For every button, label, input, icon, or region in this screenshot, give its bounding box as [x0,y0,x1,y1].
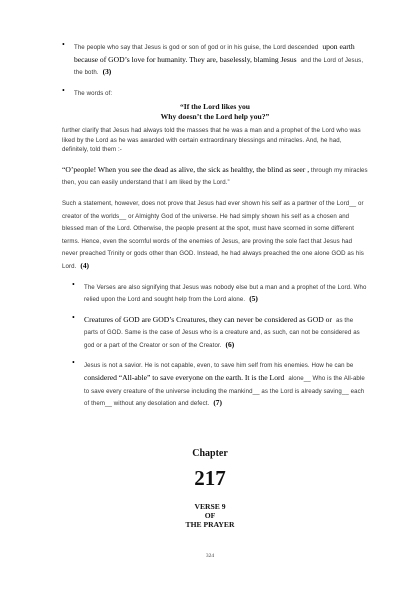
footnote-ref: (4) [80,260,90,270]
paragraph-serif: “O’people! When you see the dead as alive, the sick as healthy, the blind as seer , [62,164,310,174]
paragraph [62,196,368,272]
bullet-dot-icon: • [72,358,75,368]
verse-line: OF [204,511,216,521]
bullet-item [72,358,368,408]
bullet-text-thin-2: and the Lord of Jesus, the both. [74,56,364,77]
paragraph: further clarify that Jesus had always told the masses that he was a man and a prophet of the Lord who was liked by the Lord as he was awarded with certain extraordinary blessings and miracles. And, he had, definitely, told them :- [62,126,361,154]
paragraph-quote [62,163,368,188]
bullet-dot-icon: • [62,85,65,95]
bullet-dot-icon: • [72,279,75,289]
bullet-text-thin: Jesus is not a savior. He is not capable, even, to save him self from his enemies. How he can be [84,362,354,370]
bullet-dot-icon: • [72,312,75,322]
footnote-ref: (6) [225,339,235,349]
paragraph-thin: Such a statement, however, does not prove that Jesus had ever shown his self as a partner of the Lord__ or creator of the worlds__ or Almighty God of the universe. He had simply shown his self as a chosen and blessed man of the Lord. Otherwise, the people present at the spot, must have scorned in some different terms. Hence, even the scornful words of the enemies of Jesus, are proving the sole fact that Jesus had never preached Trinity or gods other than GOD. Instead, he had always preached the one alone GOD as his Lord. [62,199,364,270]
bullet-text [74,40,368,78]
bullet-text [74,86,368,99]
verse-line: VERSE 9 [194,502,226,511]
chapter-number: 217 [194,466,226,490]
bullet-item [62,86,368,99]
quote-line: Why doesn’t the Lord help you?” [160,112,270,122]
bullet-item [62,40,368,78]
bullet-text-thin: as the parts of GOD. Same is the case of Jesus who is a creature and, as such, can not be considered as god or a part of the Creator or son of the Creator. [84,316,360,349]
bullet-text-thin: The people who say that Jesus is god or son of god or in his guise, the Lord descended [74,44,319,51]
footnote-ref: (3) [102,67,112,77]
bullet-text-thin: The words of: [74,89,113,97]
verse-heading [0,502,420,530]
footnote-ref: (7) [213,398,222,408]
chapter-label: Chapter [192,448,228,459]
bullet-dot-icon: • [62,40,65,49]
quote-block [62,102,368,122]
footnote-ref: (5) [249,294,258,304]
verse-line: THE PRAYER [185,520,235,530]
bullet-text-thin-2: alone__ Who is the All-able to save every creature of the universe including the mankind__ as the Lord is already saving__ each of them__ without any desolation and defect. [84,375,365,408]
bullet-item [72,313,368,351]
bullet-text-serif: considered “All-able” to save everyone on the earth. It is the Lord [84,373,285,383]
bullet-text-serif: upon earth because of GOD’s love for humanity. They are, baselessly, blaming Jesus [74,42,355,64]
page-number: 324 [205,553,215,559]
bullet-item [72,280,368,305]
bullet-text [84,358,368,408]
bullet-text-thin: The Verses are also signifying that Jesus was nobody else but a man and a prophet of the Lord. Who relied upon the Lord and sought help from the Lord alone. [84,283,367,304]
bullet-text [84,280,368,305]
paragraph-thin: through my miracles then, you can easily understand that I am liked by the Lord.” [62,166,368,187]
bullet-text-serif: Creatures of GOD are GOD’s Creatures, they can never be considered as GOD or [84,314,332,324]
quote-line: “If the Lord likes you [179,102,251,112]
bullet-text [84,313,368,351]
